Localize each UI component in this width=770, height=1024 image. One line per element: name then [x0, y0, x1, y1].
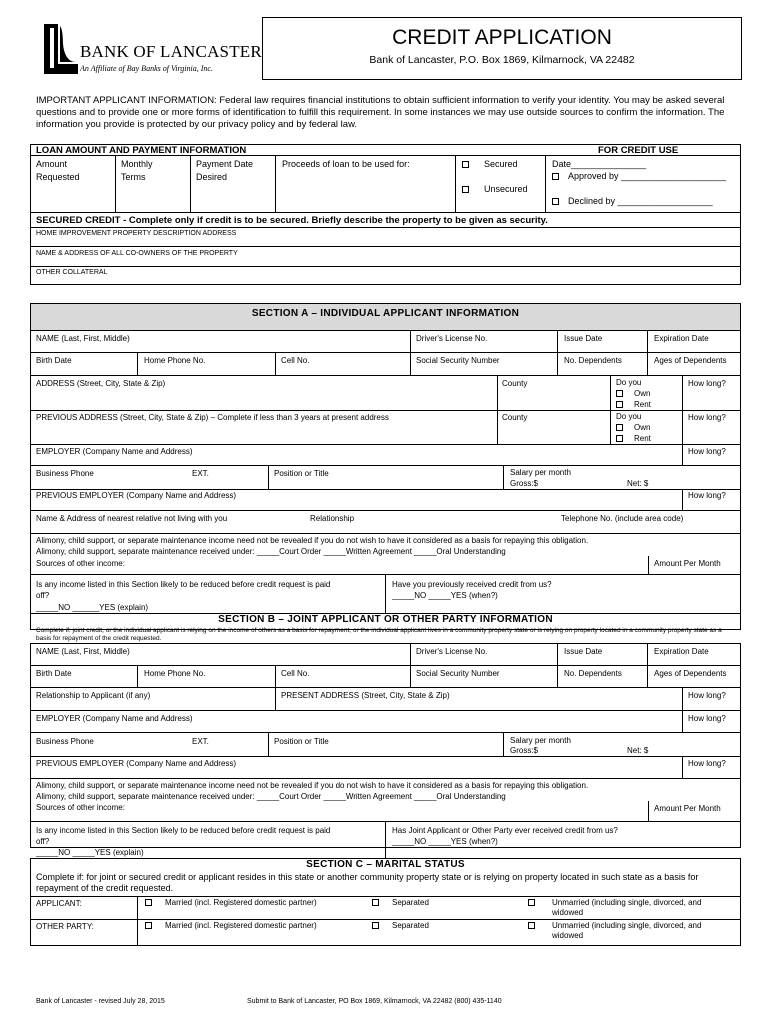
b-dependents-field[interactable]: No. Dependents	[564, 669, 622, 678]
b-home-phone-field[interactable]: Home Phone No.	[144, 669, 206, 678]
b-sources-field[interactable]: Sources of other income:	[36, 803, 125, 812]
checkbox-icon[interactable]	[552, 198, 559, 205]
a-rent-checkbox[interactable]: Rent	[616, 400, 651, 410]
a-birth-field[interactable]: Birth Date	[36, 356, 72, 365]
credit-use-title: FOR CREDIT USE	[598, 145, 679, 156]
bank-logo-name: BANK OF LANCASTER	[80, 42, 262, 61]
b-position-field[interactable]: Position or Title	[274, 737, 329, 746]
a-ages-field[interactable]: Ages of Dependents	[654, 356, 727, 365]
a-reduce-question: Is any income listed in this Section likely to be reduced before credit request is paid	[36, 580, 331, 589]
desired-label: Desired	[196, 172, 228, 182]
b-expiration-field[interactable]: Expiration Date	[654, 647, 709, 656]
b-alimony-options[interactable]: Alimony, child support, separate maintenance received under: _____Court Order _____Written Agreement _____Oral Understanding	[36, 792, 506, 801]
a-prev-rent-checkbox[interactable]: Rent	[616, 434, 651, 444]
coowners-field[interactable]: NAME & ADDRESS OF ALL CO-OWNERS OF THE PROPERTY	[36, 250, 238, 257]
declined-checkbox[interactable]: Declined by ___________________	[552, 196, 713, 207]
credit-date-field[interactable]: Date_______________	[552, 159, 647, 169]
checkbox-icon[interactable]	[145, 899, 152, 906]
b-ext-field[interactable]: EXT.	[192, 737, 209, 746]
b-amount-month-field[interactable]: Amount Per Month	[654, 804, 721, 813]
checkbox-icon[interactable]	[616, 424, 623, 431]
a-alimony-options[interactable]: Alimony, child support, separate maintenance received under: _____Court Order _____Written Agreement _____Oral Understanding	[36, 547, 506, 556]
a-employer-field[interactable]: EMPLOYER (Company Name and Address)	[36, 447, 193, 456]
checkbox-icon[interactable]	[616, 390, 623, 397]
b-prev-employer-how-long[interactable]: How long?	[688, 759, 726, 768]
checkbox-icon[interactable]	[372, 899, 379, 906]
a-dependents-field[interactable]: No. Dependents	[564, 356, 622, 365]
b-business-phone-field[interactable]: Business Phone	[36, 737, 94, 746]
bank-logo-tagline: An Affiliate of Bay Banks of Virginia, Inc.	[80, 64, 213, 73]
b-prev-credit-answer[interactable]: _____NO _____YES (when?)	[392, 837, 498, 846]
a-expiration-field[interactable]: Expiration Date	[654, 334, 709, 343]
a-prev-credit-answer[interactable]: _____NO _____YES (when?)	[392, 591, 498, 600]
a-how-long-field[interactable]: How long?	[688, 379, 726, 388]
b-relationship-field[interactable]: Relationship to Applicant (if any)	[36, 691, 151, 700]
header-address: Bank of Lancaster, P.O. Box 1869, Kilmarnock, VA 22482	[369, 54, 635, 66]
a-alimony-note: Alimony, child support, or separate maintenance income need not be revealed if you do not wish to have it considered as a basis for repaying this obligation.	[36, 536, 589, 545]
checkbox-icon[interactable]	[462, 161, 469, 168]
a-reduce-question-cont: off?	[36, 591, 50, 600]
a-net-field[interactable]: Net: $	[627, 479, 649, 488]
a-reduce-answer[interactable]: _____NO ______YES (explain)	[36, 603, 149, 612]
b-issue-field[interactable]: Issue Date	[564, 647, 603, 656]
c-other-separated[interactable]: Separated	[372, 921, 429, 931]
b-birth-field[interactable]: Birth Date	[36, 669, 72, 678]
a-prev-credit-question: Have you previously received credit from us?	[392, 580, 552, 589]
page-title: CREDIT APPLICATION	[392, 26, 612, 49]
checkbox-icon[interactable]	[616, 435, 623, 442]
c-applicant-married[interactable]: Married (incl. Registered domestic partner)	[145, 898, 317, 908]
a-employer-how-long[interactable]: How long?	[688, 447, 726, 456]
checkbox-icon[interactable]	[616, 401, 623, 408]
checkbox-icon[interactable]	[528, 899, 535, 906]
b-employer-field[interactable]: EMPLOYER (Company Name and Address)	[36, 714, 193, 723]
unsecured-checkbox[interactable]: Unsecured	[462, 184, 528, 195]
c-other-unmarried[interactable]: Unmarried (including single, divorced, and widowed	[528, 921, 728, 941]
checkbox-icon[interactable]	[552, 173, 559, 180]
b-reduce-question: Is any income listed in this Section likely to be reduced before credit request is paid	[36, 826, 331, 835]
checkbox-icon[interactable]	[528, 922, 535, 929]
c-other-party-label: OTHER PARTY:	[36, 922, 94, 931]
b-prev-employer-field[interactable]: PREVIOUS EMPLOYER (Company Name and Address)	[36, 759, 237, 768]
requested-label: Requested	[36, 172, 80, 182]
a-ext-field[interactable]: EXT.	[192, 469, 209, 478]
c-applicant-label: APPLICANT:	[36, 899, 82, 908]
a-name-field[interactable]: NAME (Last, First, Middle)	[36, 334, 130, 343]
a-telephone-field[interactable]: Telephone No. (include area code)	[561, 514, 684, 523]
b-license-field[interactable]: Driver's License No.	[416, 647, 488, 656]
a-prev-employer-how-long[interactable]: How long?	[688, 491, 726, 500]
other-collateral-field[interactable]: OTHER COLLATERAL	[36, 269, 108, 276]
bank-logo	[38, 20, 262, 80]
a-business-phone-field[interactable]: Business Phone	[36, 469, 94, 478]
secured-credit-title: SECURED CREDIT - Complete only if credit is to be secured. Briefly describe the property to be given as security.	[36, 215, 548, 226]
approved-checkbox[interactable]: Approved by _____________________	[552, 171, 726, 182]
c-other-married[interactable]: Married (incl. Registered domestic partner)	[145, 921, 317, 931]
checkbox-icon[interactable]	[145, 922, 152, 929]
a-home-phone-field[interactable]: Home Phone No.	[144, 356, 206, 365]
a-license-field[interactable]: Driver's License No.	[416, 334, 488, 343]
c-applicant-unmarried[interactable]: Unmarried (including single, divorced, and widowed	[528, 898, 728, 918]
b-ssn-field[interactable]: Social Security Number	[416, 669, 500, 678]
checkbox-icon[interactable]	[372, 922, 379, 929]
b-ages-field[interactable]: Ages of Dependents	[654, 669, 727, 678]
terms-label: Terms	[121, 172, 146, 182]
a-own-checkbox[interactable]: Own	[616, 389, 650, 399]
a-prev-own-checkbox[interactable]: Own	[616, 423, 650, 433]
monthly-label: Monthly	[121, 159, 153, 169]
footer-revised: Bank of Lancaster - revised July 28, 2015	[36, 998, 165, 1005]
important-notice: IMPORTANT APPLICANT INFORMATION: Federal law requires financial institutions to obtain sufficient information to verify your identity. You may be asked several questions and to provide one or more forms of identification to fulfill this requirement. In some instances we may use outside sources to confirm the information. The information you provide is protected by our privacy policy and by federal law.	[36, 95, 725, 130]
section-a-title: SECTION A – INDIVIDUAL APPLICANT INFORMATION	[251, 308, 520, 319]
home-improvement-field[interactable]: HOME IMPROVEMENT PROPERTY DESCRIPTION ADDRESS	[36, 230, 237, 237]
b-present-address-field[interactable]: PRESENT ADDRESS (Street, City, State & Zip)	[281, 691, 450, 700]
b-prev-credit-question: Has Joint Applicant or Other Party ever received credit from us?	[392, 826, 618, 835]
a-salary-label: Salary per month	[510, 468, 571, 477]
b-gross-field[interactable]: Gross:$	[510, 746, 539, 755]
amount-label: Amount	[36, 159, 68, 169]
a-prev-employer-field[interactable]: PREVIOUS EMPLOYER (Company Name and Address)	[36, 491, 237, 500]
c-applicant-separated[interactable]: Separated	[372, 898, 429, 908]
a-sources-field[interactable]: Sources of other income:	[36, 559, 125, 568]
b-alimony-note: Alimony, child support, or separate maintenance income need not be revealed if you do not wish to have it considered as a basis for repaying this obligation.	[36, 781, 589, 790]
b-reduce-question-cont: off?	[36, 837, 50, 846]
a-prev-county-field[interactable]: County	[502, 413, 528, 422]
footer-submit: Submit to Bank of Lancaster, PO Box 1869, Kilmarnock, VA 22482 (800) 435-1140	[247, 998, 502, 1005]
a-prev-do-you-label: Do you	[616, 412, 642, 421]
a-relative-field[interactable]: Name & Address of nearest relative not living with you	[36, 514, 228, 523]
a-gross-field[interactable]: Gross:$	[510, 479, 539, 488]
secured-checkbox[interactable]: Secured	[462, 159, 518, 170]
b-address-how-long[interactable]: How long?	[688, 691, 726, 700]
b-cell-field[interactable]: Cell No.	[281, 669, 310, 678]
loan-section-title: LOAN AMOUNT AND PAYMENT INFORMATION	[36, 145, 247, 156]
a-cell-field[interactable]: Cell No.	[281, 356, 310, 365]
a-relationship-field[interactable]: Relationship	[310, 514, 355, 523]
a-do-you-label: Do you	[616, 378, 642, 387]
checkbox-icon[interactable]	[462, 186, 469, 193]
b-name-field[interactable]: NAME (Last, First, Middle)	[36, 647, 130, 656]
section-c-title: SECTION C – MARITAL STATUS	[306, 859, 465, 870]
a-prev-how-long-field[interactable]: How long?	[688, 413, 726, 422]
a-issue-field[interactable]: Issue Date	[564, 334, 603, 343]
b-salary-label: Salary per month	[510, 736, 571, 745]
section-c-note: Complete if: for joint or secured credit or applicant resides in this state or another community property state or is relying on property located in such state as a basis for repayment of the credit requested.	[36, 872, 699, 893]
a-ssn-field[interactable]: Social Security Number	[416, 356, 500, 365]
proceeds-label: Proceeds of loan to be used for:	[282, 159, 410, 169]
b-employer-how-long[interactable]: How long?	[688, 714, 726, 723]
b-reduce-answer[interactable]: _____NO _____YES (explain)	[36, 848, 144, 857]
a-amount-month-field[interactable]: Amount Per Month	[654, 559, 721, 568]
payment-date-label: Payment Date	[196, 159, 254, 169]
a-position-field[interactable]: Position or Title	[274, 469, 329, 478]
section-b-title: SECTION B – JOINT APPLICANT OR OTHER PARTY INFORMATION	[218, 614, 553, 625]
b-net-field[interactable]: Net: $	[627, 746, 649, 755]
a-prev-address-field[interactable]: PREVIOUS ADDRESS (Street, City, State & Zip) – Complete if less than 3 years at present address	[36, 413, 389, 422]
bank-logo-mark	[38, 22, 82, 76]
section-b-note: Complete if: joint credit, or the individual applicant is relying on the income of others as a basis for repayment, or the individual applicant lives in a community property state or is relying on property located in a community property state as a basis for repayment of the credit requested.	[36, 627, 722, 642]
a-county-field[interactable]: County	[502, 379, 528, 388]
a-address-field[interactable]: ADDRESS (Street, City, State & Zip)	[36, 379, 166, 388]
